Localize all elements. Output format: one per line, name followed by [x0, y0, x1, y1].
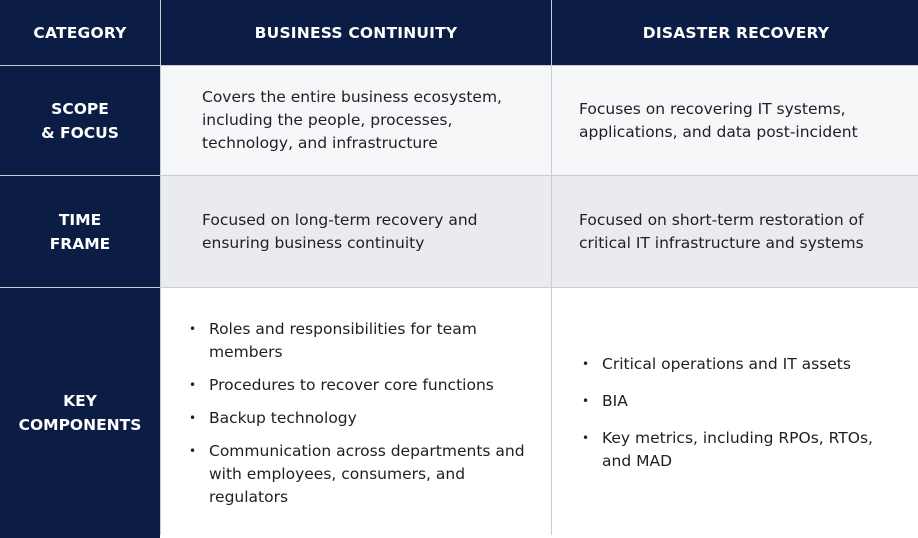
list-item-text: Backup technology — [209, 408, 357, 427]
scope-disaster-recovery-text: Focuses on recovering IT systems, applications, and data post-incident — [579, 99, 858, 141]
bullet-icon: • — [189, 377, 197, 392]
list-item-text: Key metrics, including RPOs, RTOs, and MAD — [602, 429, 873, 470]
row-label-line: TIME — [58, 210, 102, 229]
header-business-continuity — [161, 0, 551, 65]
time-frame-business-continuity-text: Focused on long-term recovery and ensuring business continuity — [202, 210, 478, 252]
list-item — [189, 440, 527, 509]
list-item-text: Procedures to recover core functions — [209, 375, 494, 394]
row-label-line: SCOPE — [51, 99, 109, 118]
disaster-recovery-components-list — [552, 353, 918, 473]
row-label-time-frame — [0, 176, 160, 287]
bullet-icon: • — [189, 321, 197, 336]
header-business-continuity-label: BUSINESS CONTINUITY — [254, 23, 458, 42]
list-item — [189, 407, 527, 430]
row-label-line: KEY — [63, 392, 97, 410]
row-label-line: FRAME — [49, 234, 111, 253]
scope-business-continuity-cell — [161, 66, 551, 175]
row-label-key-components — [0, 288, 160, 538]
business-continuity-components-list — [161, 318, 551, 509]
bullet-icon: • — [189, 443, 197, 458]
bullet-icon: • — [582, 357, 590, 371]
header-disaster-recovery-label: DISASTER RECOVERY — [642, 23, 830, 42]
scope-disaster-recovery-cell — [552, 66, 918, 175]
list-item — [189, 318, 527, 364]
key-components-business-continuity-cell — [161, 288, 551, 538]
scope-business-continuity-text: Covers the entire business ecosystem, including the people, processes, technology, and infrastructure — [202, 88, 502, 152]
header-category — [0, 0, 160, 65]
time-frame-business-continuity-cell — [161, 176, 551, 287]
list-item — [582, 390, 904, 413]
list-item-text: Roles and responsibilities for team members — [209, 319, 477, 361]
key-components-disaster-recovery-cell — [552, 288, 918, 538]
row-label-scope-focus — [0, 66, 160, 175]
list-item — [582, 427, 904, 473]
list-item-text: Communication across departments and with employees, consumers, and regulators — [209, 441, 525, 506]
bullet-icon: • — [189, 410, 197, 425]
header-category-label: CATEGORY — [33, 23, 127, 42]
list-item-text: BIA — [602, 392, 628, 410]
list-item-text: Critical operations and IT assets — [602, 355, 851, 373]
row-label-line: & FOCUS — [41, 123, 119, 142]
time-frame-disaster-recovery-cell — [552, 176, 918, 287]
bullet-icon: • — [582, 431, 590, 445]
row-label-line: COMPONENTS — [18, 416, 142, 434]
list-item — [189, 374, 527, 397]
time-frame-disaster-recovery-text: Focused on short-term restoration of critical IT infrastructure and systems — [579, 210, 864, 252]
header-disaster-recovery — [552, 0, 918, 65]
bullet-icon: • — [582, 394, 590, 408]
list-item — [582, 353, 904, 376]
